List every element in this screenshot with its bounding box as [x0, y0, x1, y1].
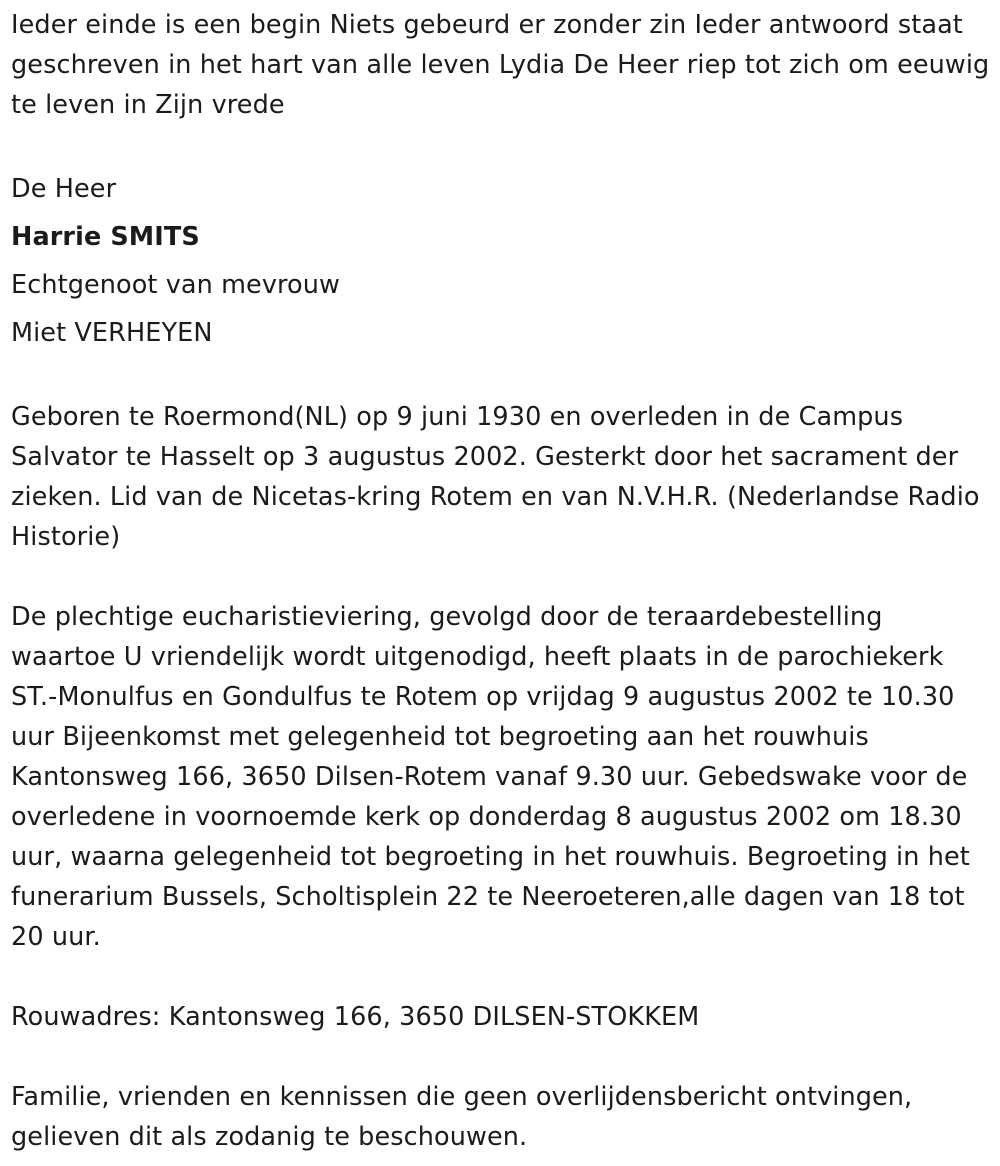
closing-paragraph: Familie, vrienden en kennissen die geen overlijdensbericht ontvingen, gelieven dit als zodanig te beschouwen.: [11, 1082, 913, 1152]
person-relation: Echtgenoot van mevrouw: [11, 270, 340, 300]
spouse-name: Miet VERHEYEN: [11, 318, 213, 348]
person-title: De Heer: [11, 174, 117, 204]
ceremony-paragraph: De plechtige eucharistieviering, gevolgd door de teraardebestelling waartoe U vriendelijk wordt uitgenodigd, heeft plaats in de parochiekerk ST.-Monulfus en Gondulfus te Rotem op vrijdag 9 augustus 2002 te 10.30 uur Bijeenkomst met gelegenheid tot begroeting aan het rouwhuis Kantonsweg 166, 3650 Dilsen-Rotem vanaf 9.30 uur. Gebedswake voor de overledene in voornoemde kerk op donderdag 8 augustus 2002 om 18.30 uur, waarna gelegenheid tot begroeting in het rouwhuis. Begroeting in het funerarium Bussels, Scholtisplein 22 te Neeroeteren,alle dagen van 18 tot 20 uur.: [11, 602, 970, 952]
spacer: [11, 1037, 993, 1077]
address-paragraph: Rouwadres: Kantonsweg 166, 3650 DILSEN-STOKKEM: [11, 1002, 700, 1032]
spacer: [11, 125, 993, 165]
spacer: [11, 957, 993, 997]
birth-death-paragraph: Geboren te Roermond(NL) op 9 juni 1930 en overleden in de Campus Salvator te Hasselt op 3 augustus 2002. Gesterkt door het sacrament der zieken. Lid van de Nicetas-kring Rotem en van N.V.H.R. (Nederlandse Radio Historie): [11, 402, 980, 552]
obituary-document: [11, 5, 993, 1157]
person-name: Harrie SMITS: [11, 222, 200, 252]
spacer: [11, 557, 993, 597]
spacer: [11, 357, 993, 397]
intro-paragraph: Ieder einde is een begin Niets gebeurd er zonder zin Ieder antwoord staat geschreven in het hart van alle leven Lydia De Heer riep tot zich om eeuwig te leven in Zijn vrede: [11, 10, 990, 120]
